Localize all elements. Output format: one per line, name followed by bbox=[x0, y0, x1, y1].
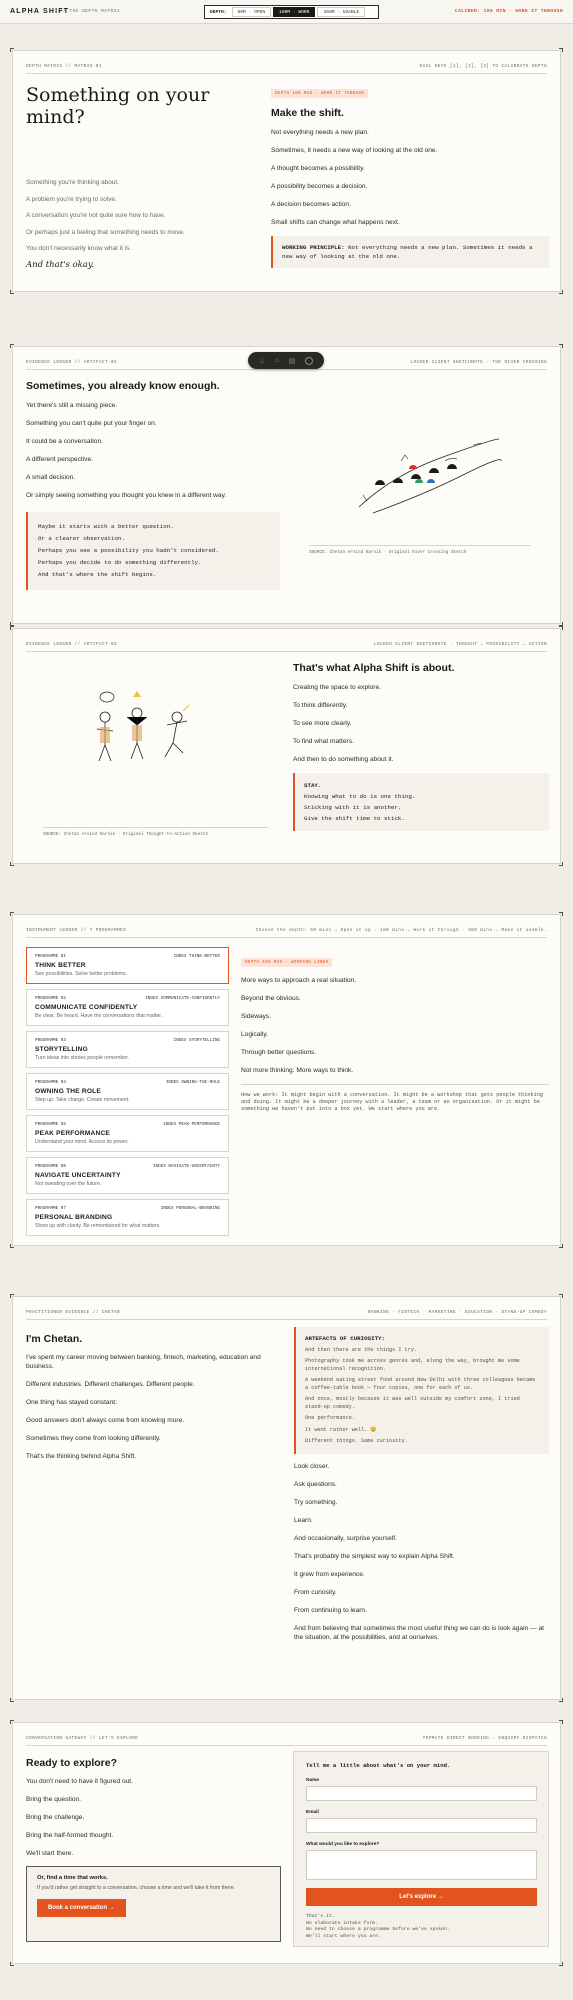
booking-title: Or, find a time that works. bbox=[37, 1875, 108, 1881]
box-line: And that's where the shift begins. bbox=[38, 571, 157, 578]
shift-line: A thought becomes a possibility. bbox=[271, 165, 365, 172]
explore-column bbox=[26, 1757, 266, 1867]
grid-icon[interactable]: ▤ bbox=[288, 357, 296, 365]
programme-number: PROGRAMME 02 bbox=[35, 996, 66, 1001]
programme-desc: Not sweating over the future. bbox=[35, 1181, 102, 1187]
stay-box bbox=[293, 773, 549, 831]
booking-card bbox=[26, 1866, 281, 1942]
know-enough-column bbox=[26, 380, 286, 509]
book-conversation-button[interactable]: Book a conversation → bbox=[37, 1899, 126, 1917]
programme-name: PERSONAL BRANDING bbox=[35, 1214, 113, 1221]
closer-line: From continuing to learn. bbox=[294, 1607, 367, 1614]
programme-desc: Show up with clarity. Be remembered for what matters. bbox=[35, 1223, 161, 1229]
about-column bbox=[293, 662, 549, 831]
programme-desc: Turn ideas into stories people remember. bbox=[35, 1055, 130, 1061]
home-icon[interactable]: ⌂ bbox=[274, 357, 280, 364]
programme-name: COMMUNICATE CONFIDENTLY bbox=[35, 1004, 138, 1011]
box-line: Knowing what to do is one thing. bbox=[304, 793, 416, 800]
section-meta: DEPTH MATRIX // MATRIX-01 bbox=[26, 64, 102, 69]
chetan-line: That's the thinking behind Alpha Shift. bbox=[26, 1453, 137, 1460]
box-line: Maybe it starts with a better question. bbox=[38, 523, 174, 530]
thought-to-action-sketch bbox=[91, 687, 221, 767]
programme-card-owning-the-role[interactable] bbox=[26, 1073, 229, 1110]
section-meta-right: Choose the depth: 60 mins → Open it up · 180 mins → Work it through · 360 mins → Make it usable. bbox=[255, 928, 547, 933]
explore-textarea[interactable] bbox=[306, 1850, 537, 1880]
section-meta: INSTRUMENT LEDGER // 7 PROGRAMMES bbox=[26, 928, 127, 933]
know-line: A different perspective. bbox=[26, 456, 93, 463]
caliber-readout: CALIBER: 180 MIN · WORK IT THROUGH bbox=[454, 9, 563, 14]
programme-index: INDEX NAVIGATE-UNCERTAINTY bbox=[152, 1164, 220, 1169]
section-meta-right: TOPMATE DIRECT BOOKING · ENQUIRY DISPATCH bbox=[422, 1736, 547, 1741]
section-depth-matrix bbox=[12, 50, 561, 292]
explore-line: We'll start there. bbox=[26, 1850, 74, 1857]
programme-card-storytelling[interactable] bbox=[26, 1031, 229, 1068]
depth-option-180[interactable]: 180M · WORK bbox=[273, 7, 315, 17]
explore-label: What would you like to explore? bbox=[306, 1842, 380, 1847]
programme-number: PROGRAMME 06 bbox=[35, 1164, 66, 1169]
programme-card-peak-performance[interactable] bbox=[26, 1115, 229, 1152]
working-line: Not more thinking. More ways to think. bbox=[241, 1067, 354, 1074]
programme-desc: See possibilities. Solve better problems. bbox=[35, 971, 127, 977]
artefact-line: One performance. bbox=[305, 1415, 355, 1421]
artefact-line: A weekend eating street food around New Delhi with three colleagues became a coffee-table book — four copies, one for each of us. bbox=[305, 1377, 536, 1391]
stay-label: STAY. bbox=[304, 782, 322, 789]
about-line: To find what matters. bbox=[293, 738, 354, 745]
programme-card-personal-branding[interactable] bbox=[26, 1199, 229, 1236]
river-crossing-sketch bbox=[353, 435, 503, 515]
closer-line: And occasionally, surprise yourself. bbox=[294, 1535, 397, 1542]
floating-toolbar bbox=[248, 352, 324, 369]
closer-line: Ask questions. bbox=[294, 1481, 337, 1488]
working-line: More ways to approach a real situation. bbox=[241, 977, 357, 984]
shift-column bbox=[271, 81, 549, 268]
box-line: Or a clearer observation. bbox=[38, 535, 125, 542]
section-meta: CONVERSATION GATEWAY // LET'S EXPLORE bbox=[26, 1736, 139, 1741]
circle-icon[interactable] bbox=[305, 357, 313, 365]
top-bar bbox=[0, 0, 573, 24]
explore-heading: Ready to explore? bbox=[26, 1757, 118, 1769]
about-line: To think differently. bbox=[293, 702, 348, 709]
box-line: Give the shift time to stick. bbox=[304, 815, 405, 822]
artefacts-title: ARTEFACTS OF CURIOSITY: bbox=[305, 1335, 386, 1342]
artefact-line: Photography took me across genres and, along the way, brought me some international recognition. bbox=[305, 1358, 520, 1372]
shift-heading: Make the shift. bbox=[271, 107, 344, 119]
programme-index: INDEX OWNING-THE-ROLE bbox=[165, 1080, 220, 1085]
working-line: Through better questions. bbox=[241, 1049, 317, 1056]
page-title: Something on your mind? bbox=[26, 84, 210, 128]
explore-line: You don't need to have it figured out. bbox=[26, 1778, 133, 1785]
name-label: Name bbox=[306, 1778, 320, 1783]
flame-icon[interactable]: ♨ bbox=[258, 357, 266, 365]
footnote-line: No elaborate intake form. bbox=[306, 1920, 378, 1926]
shift-line: Not everything needs a new plan. bbox=[271, 129, 369, 136]
explore-line: Bring the half-formed thought. bbox=[26, 1832, 114, 1839]
know-enough-heading: Sometimes, you already know enough. bbox=[26, 380, 220, 392]
chetan-line: I've spent my career moving between banking, fintech, marketing, education and business. bbox=[26, 1354, 261, 1370]
programme-name: OWNING THE ROLE bbox=[35, 1088, 102, 1095]
footnote-line: We'll start where you are. bbox=[306, 1933, 381, 1939]
box-line: Perhaps you decide to do something differently. bbox=[38, 559, 202, 566]
know-line: Or simply seeing something you thought you knew in a different way. bbox=[26, 492, 227, 499]
working-lines-column bbox=[241, 950, 549, 1113]
programme-index: INDEX PERSONAL-BRANDING bbox=[160, 1206, 220, 1211]
depth-label: DEPTH: bbox=[210, 9, 227, 15]
sketch-caption: SOURCE: Chetan Arvind Karnik · Original River Crossing Sketch bbox=[309, 545, 531, 555]
section-meta-right: DIAL KEYS [1], [2], [3] TO CALIBRATE DEPTH bbox=[419, 64, 547, 69]
programme-number: PROGRAMME 04 bbox=[35, 1080, 66, 1085]
closer-line: Try something. bbox=[294, 1499, 338, 1506]
section-chetan bbox=[12, 1296, 561, 1700]
intro-line: A problem you're trying to solve. bbox=[26, 195, 117, 203]
programme-index: INDEX THINK-BETTER bbox=[173, 954, 220, 959]
programme-card-communicate[interactable] bbox=[26, 989, 229, 1026]
programme-index: INDEX COMMUNICATE-CONFIDENTLY bbox=[145, 996, 220, 1001]
intro-lines bbox=[26, 178, 266, 270]
intro-line: A conversation you're not quite sure how to have. bbox=[26, 212, 166, 220]
closer-line: That's probably the simplest way to explain Alpha Shift. bbox=[294, 1553, 455, 1560]
form-title: Tell me a little about what's on your mind. bbox=[306, 1762, 451, 1769]
chetan-line: Sometimes they come from looking differently. bbox=[26, 1435, 161, 1442]
booking-text: If you'd rather get straight to a conversation, choose a time and we'll take it from there. bbox=[37, 1885, 236, 1891]
depth-selector bbox=[204, 5, 379, 19]
working-principle-label: WORKING PRINCIPLE: bbox=[282, 244, 345, 251]
explore-line: Bring the question. bbox=[26, 1796, 81, 1803]
how-we-work-note: How we work: It might begin with a conversation. It might be a workshop that gets people thinking and doing. It might be a deeper journey with a leader, a team or an organisation. Or it might be something we haven't put into a box yet. We start where you are. bbox=[241, 1084, 549, 1113]
programme-card-navigate-uncertainty[interactable] bbox=[26, 1157, 229, 1194]
shift-begins-box bbox=[26, 512, 280, 590]
sketch-caption: SOURCE: Chetan Arvind Karnik · Original Thought-to-Action Sketch bbox=[43, 827, 268, 837]
brand-subtitle: // THE DEPTH MATRIX bbox=[60, 9, 120, 14]
intro-line: Something you're thinking about. bbox=[26, 179, 119, 186]
email-label: Email bbox=[306, 1810, 319, 1815]
shift-line: A possibility becomes a decision. bbox=[271, 183, 368, 190]
section-artifact-02 bbox=[12, 628, 561, 864]
programme-number: PROGRAMME 07 bbox=[35, 1206, 66, 1211]
look-closer-column bbox=[294, 1462, 552, 1651]
closer-line: And from believing that sometimes the most useful thing we can do is look again — at the situation, at the possibilities, and at ourselves. bbox=[294, 1625, 544, 1641]
about-heading: That's what Alpha Shift is about. bbox=[293, 662, 455, 674]
artefact-line: It went rather well. 😉 bbox=[305, 1426, 377, 1433]
depth-tag: DEPTH 180 MIN · WORKING LINES bbox=[241, 958, 332, 967]
chetan-line: Good answers don't always come from knowing more. bbox=[26, 1417, 185, 1424]
footnote-line: That's it. bbox=[306, 1914, 335, 1919]
programme-name: PEAK PERFORMANCE bbox=[35, 1130, 111, 1137]
artefact-line: And then there are the things I try. bbox=[305, 1346, 418, 1353]
section-meta-right: LOCKED CLIENT SKETCHNOTE · THE RIVER CROSSING bbox=[410, 360, 547, 365]
section-meta-right: BANKING · FINTECH · MARKETING · EDUCATION · STAND-UP COMEDY bbox=[367, 1310, 547, 1315]
intro-line: Or perhaps just a feeling that something needs to move. bbox=[26, 228, 185, 236]
know-line: Yet there's still a missing piece. bbox=[26, 402, 118, 409]
chetan-line: Different industries. Different challenges. Different people. bbox=[26, 1381, 195, 1388]
programme-name: NAVIGATE UNCERTAINTY bbox=[35, 1172, 121, 1179]
closer-line: Learn. bbox=[294, 1517, 313, 1524]
programme-name: STORYTELLING bbox=[35, 1046, 88, 1053]
explore-line: Bring the challenge. bbox=[26, 1814, 85, 1821]
programme-desc: Be clear. Be heard. Have the conversations that matter. bbox=[35, 1013, 163, 1019]
working-line: Sideways. bbox=[241, 1013, 272, 1020]
intro-closing: And that's okay. bbox=[26, 259, 95, 270]
depth-tag: DEPTH 180 MIN · WORK IT THROUGH bbox=[271, 89, 368, 98]
artefact-line: And once, mostly because it was well outside my comfort zone, I tried stand-up comedy. bbox=[305, 1396, 520, 1410]
know-line: It could be a conversation. bbox=[26, 438, 103, 445]
section-meta: EVIDENCE LEDGER // ARTIFACT-01 bbox=[26, 360, 118, 365]
closer-line: Look closer. bbox=[294, 1463, 330, 1470]
artefacts-box bbox=[294, 1327, 549, 1454]
section-meta: PRACTITIONER EVIDENCE // CHETAN bbox=[26, 1310, 121, 1315]
section-contact bbox=[12, 1722, 561, 1964]
working-line: Logically. bbox=[241, 1031, 268, 1038]
section-meta-right: LOCKED CLIENT SKETCHNOTE · THOUGHT → POSSIBILITY → ACTION bbox=[374, 642, 547, 647]
section-artifact-01 bbox=[12, 346, 561, 624]
shift-line: Sometimes, it needs a new way of looking at the old one. bbox=[271, 147, 438, 154]
programme-number: PROGRAMME 01 bbox=[35, 954, 66, 959]
shift-line: Small shifts can change what happens next. bbox=[271, 219, 400, 226]
know-line: A small decision. bbox=[26, 474, 76, 481]
enquiry-form bbox=[293, 1751, 549, 1947]
working-line: Beyond the obvious. bbox=[241, 995, 301, 1002]
box-line: Sticking with it is another. bbox=[304, 804, 402, 811]
programme-card-think-better[interactable] bbox=[26, 947, 229, 984]
programme-desc: Step up. Take charge. Create movement. bbox=[35, 1097, 130, 1103]
shift-line: A decision becomes action. bbox=[271, 201, 351, 208]
closer-line: From curiosity. bbox=[294, 1589, 337, 1596]
form-footnote bbox=[306, 1914, 450, 1940]
lets-explore-button[interactable]: Let's explore → bbox=[306, 1888, 537, 1906]
programme-index: INDEX STORYTELLING bbox=[173, 1038, 220, 1043]
section-programmes bbox=[12, 914, 561, 1246]
brand-logo[interactable]: ALPHA SHIFT bbox=[10, 8, 70, 15]
box-line: Perhaps you see a possibility you hadn't considered. bbox=[38, 547, 219, 554]
closer-line: It grew from experience. bbox=[294, 1571, 365, 1578]
section-meta: EVIDENCE LEDGER // ARTIFACT-02 bbox=[26, 642, 118, 647]
programme-index: INDEX PEAK-PERFORMANCE bbox=[163, 1122, 220, 1127]
chetan-column bbox=[26, 1333, 266, 1470]
working-principle-box bbox=[271, 236, 549, 268]
about-line: And then to do something about it. bbox=[293, 756, 394, 763]
name-input[interactable] bbox=[306, 1786, 537, 1801]
depth-option-60[interactable]: 60M · OPEN bbox=[232, 7, 272, 17]
working-principle-text: Not everything needs a new plan. Sometimes it needs a new way of looking at the old one. bbox=[282, 244, 533, 260]
about-line: Creating the space to explore. bbox=[293, 684, 381, 691]
programme-number: PROGRAMME 03 bbox=[35, 1038, 66, 1043]
intro-line: You don't necessarily know what it is. bbox=[26, 245, 132, 253]
programme-name: THINK BETTER bbox=[35, 962, 86, 969]
chetan-heading: I'm Chetan. bbox=[26, 1333, 83, 1345]
footnote-line: No need to choose a programme before we've spoken. bbox=[306, 1927, 450, 1932]
artefact-line: Different things. Same curiosity. bbox=[305, 1438, 408, 1444]
about-line: To see more clearly. bbox=[293, 720, 352, 727]
email-input[interactable] bbox=[306, 1818, 537, 1833]
know-line: Something you can't quite put your finger on. bbox=[26, 420, 157, 427]
depth-option-360[interactable]: 360M · USABLE bbox=[317, 7, 365, 17]
programme-desc: Understand your mind. Access its power. bbox=[35, 1139, 129, 1145]
chetan-line: One thing has stayed constant: bbox=[26, 1399, 117, 1406]
programme-number: PROGRAMME 05 bbox=[35, 1122, 66, 1127]
